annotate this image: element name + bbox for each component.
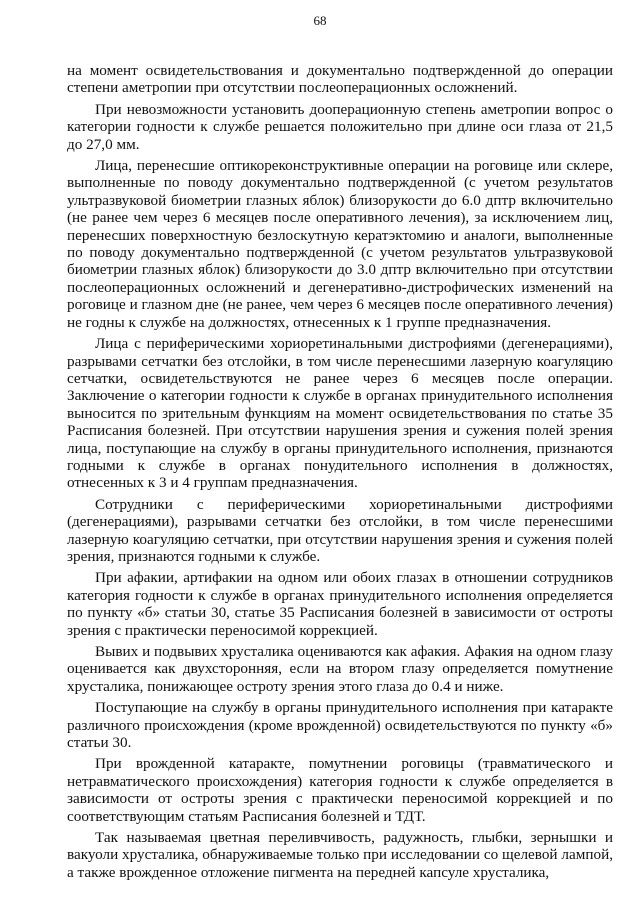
paragraph-9: При врожденной катаракте, помутнении роговицы (травматического и нетравматического происхождения) категория годности к службе определяется в зависимости от остроты зрения с практически переносимой коррекцией и по соответствующим статьям Расписания болезней и ТДТ. xyxy=(67,755,613,825)
paragraph-7: Вывих и подвывих хрусталика оцениваются как афакия. Афакия на одном глазу оценивается как двухсторонняя, если на втором глазу определяется помутнение хрусталика, понижающее остроту зрения этого глаза до 0.4 и ниже. xyxy=(67,643,613,695)
paragraph-8: Поступающие на службу в органы принудительного исполнения при катаракте различного происхождения (кроме врожденной) освидетельствуются по пункту «б» статьи 30. xyxy=(67,699,613,752)
page-number: 68 xyxy=(313,13,327,28)
paragraph-10: Так называемая цветная переливчивость, радужность, глыбки, зернышки и вакуоли хрусталика, обнаруживаемые только при исследовании со щелевой лампой, а также врожденное отложение пигмента на передней капсуле хрусталика, xyxy=(67,829,613,881)
paragraph-6: При афакии, артифакии на одном или обоих глазах в отношении сотрудников категория годности к службе в органах принудительного исполнения определяется по пункту «б» статьи 30, статье 35 Расписания болезней в зависимости от остроты зрения с практически переносимой коррекцией. xyxy=(67,569,613,639)
paragraph-5: Сотрудники с периферическими хориоретинальными дистрофиями (дегенерациями), разрывами сетчатки без отслойки, в том числе перенесшими лазерную коагуляцию сетчатки, при отсутствии нарушения зрения и сужения полей зрения, признаются годными к службе. xyxy=(67,495,613,565)
paragraph-4: Лица с периферическими хориоретинальными дистрофиями (дегенерациями), разрывами сетчатки без отслойки, в том числе перенесшими лазерную коагуляцию сетчатки, освидетельствуются не ранее через 6 месяцев после операции. Заключение о категории годности к службе в органах принудительного исполнения выносится по зрительным функциям на момент освидетельствования по статье 35 Расписания болезней. При отсутствии нарушения зрения и сужения полей зрения лица, поступающие на службу в органы принудительного исполнения, признаются годными к службе в органах понудительного исполнения в должностях, отнесенных к 3 и 4 группам предназначения. xyxy=(67,335,613,492)
document-body xyxy=(67,62,613,885)
paragraph-3: Лица, перенесшие оптикореконструктивные операции на роговице или склере, выполненные по поводу документально подтвержденной (с учетом результатов ультразвуковой биометрии глазных яблок) близорукости до 6.0 дптр включительно (не ранее чем через 6 месяцев после оперативного лечения), за исключением лиц, перенесших поверхностную безлоскутную кератэктомию и аналоги, выполненные по поводу документально подтвержденной (с учетом результатов ультразвуковой биометрии глазных яблок) близорукости до 3.0 дптр включительно при отсутствии послеоперационных осложнений и дегенеративно-дистрофических изменений на роговице и глазном дне (не ранее, чем через 6 месяцев после оперативного лечения) не годны к службе на должностях, отнесенных к 1 группе предназначения. xyxy=(67,157,613,331)
paragraph-2: При невозможности установить дооперационную степень аметропии вопрос о категории годности к службе решается положительно при длине оси глаза от 21,5 до 27,0 мм. xyxy=(67,100,613,153)
paragraph-1: на момент освидетельствования и документально подтвержденной до операции степени аметропии при отсутствии послеоперационных осложнений. xyxy=(67,62,613,97)
